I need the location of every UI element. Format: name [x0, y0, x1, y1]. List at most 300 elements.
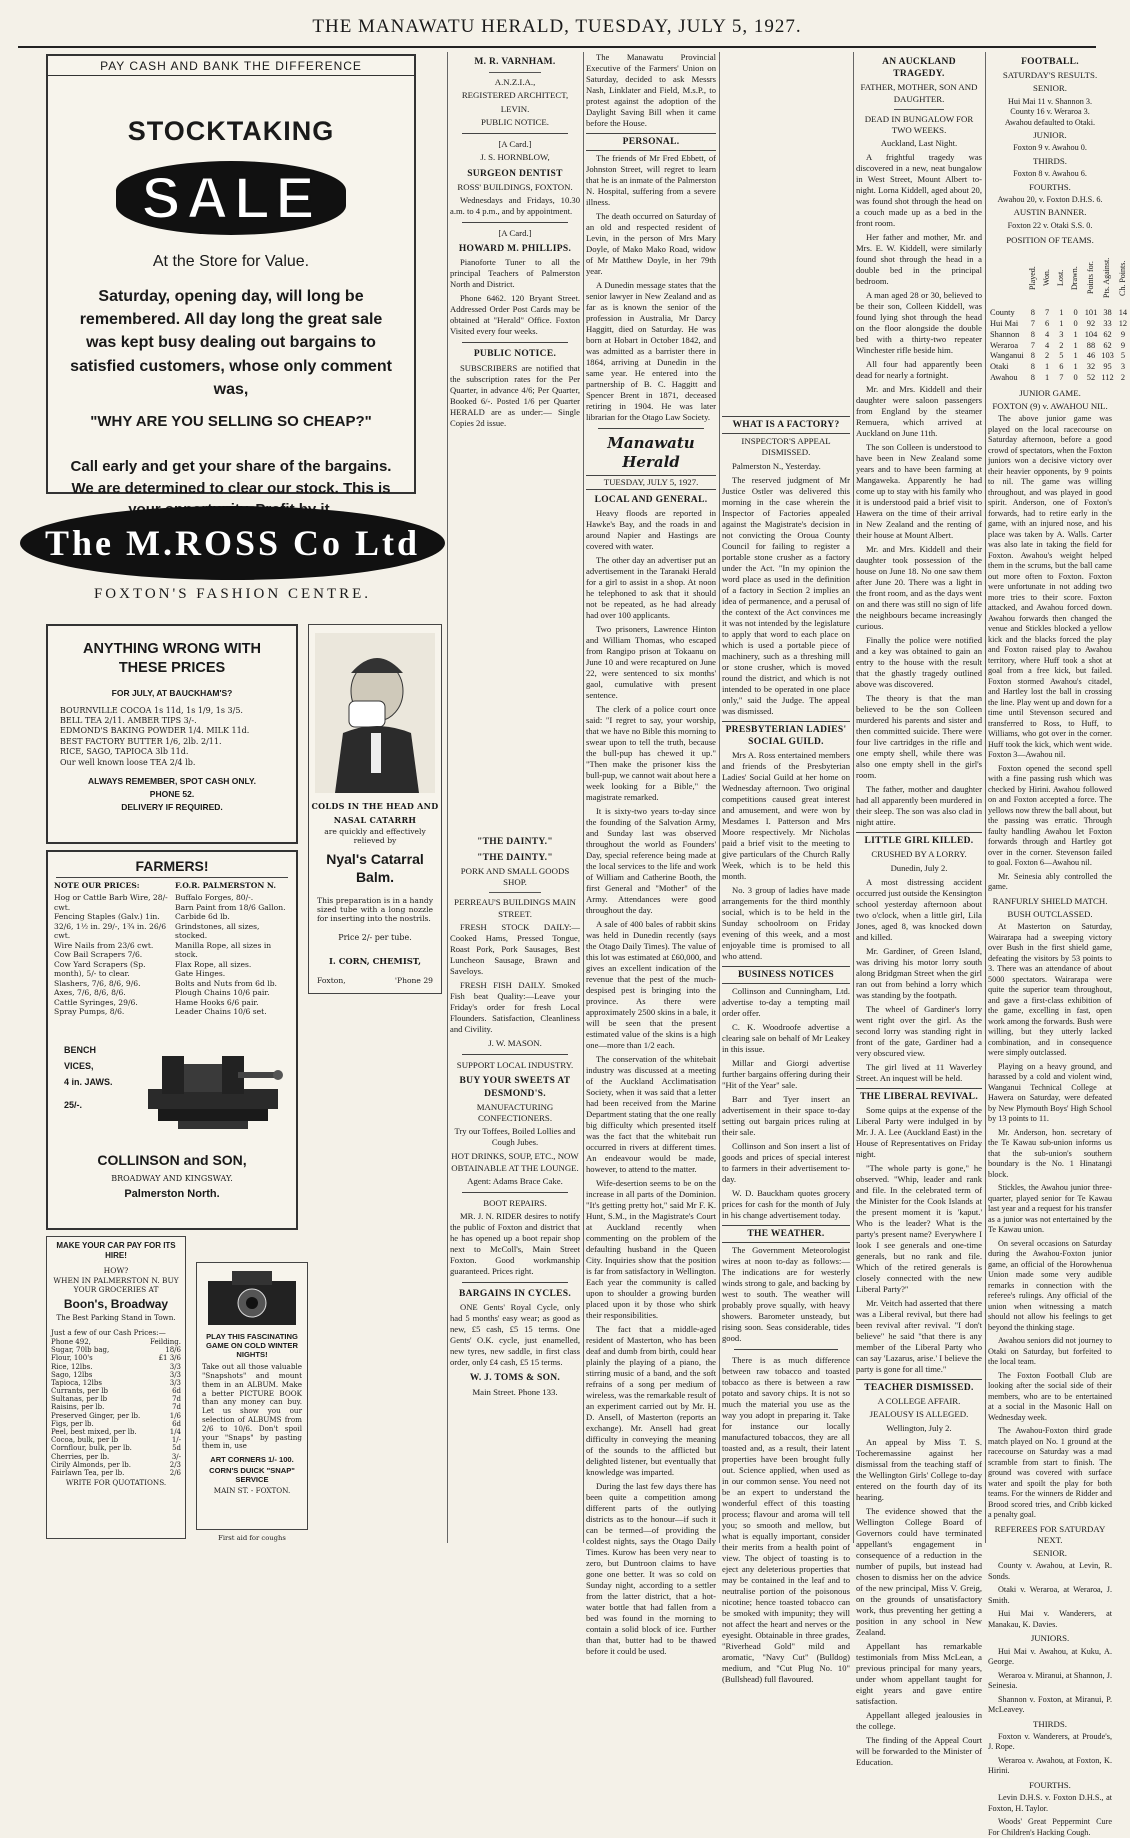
divider [489, 72, 541, 73]
price-item: Cirily Almonds, per lb. [51, 1460, 131, 1469]
toffees: Try our Toffees, Boiled Lollies and Cough Jubes. [454, 1126, 576, 1148]
senior-heading: SENIOR. [1033, 83, 1067, 94]
weather-heading: THE WEATHER. [722, 1225, 850, 1243]
boot-repairs: BOOT REPAIRS. [483, 1198, 547, 1208]
divider [462, 1282, 568, 1283]
herald-masthead: Manawatu Herald [607, 434, 695, 472]
standings-column-header: Pts. Against. [1102, 258, 1112, 299]
ranfurly-body: Awahou seniors did not journey to Otaki on Saturday, but forfeited to the local team. [988, 1336, 1112, 1367]
girl-killed-sub: CRUSHED BY A LORRY. [871, 849, 967, 860]
standings-column-header: Points for. [1085, 261, 1095, 295]
liberal-heading: THE LIBERAL REVIVAL. [856, 1088, 982, 1103]
price-row [51, 1354, 181, 1362]
team-stat: 1 [1073, 340, 1078, 350]
standings-row [988, 373, 1130, 384]
price-row [51, 1395, 181, 1403]
ref-senior-heading: SENIOR. [1033, 1548, 1067, 1559]
farmers-item: Buffalo Forges, 80/-. [175, 893, 254, 903]
team-stat: 62 [1103, 329, 1112, 339]
bench-vice-label [64, 1042, 113, 1113]
factory-heading: WHAT IS A FACTORY? [722, 416, 850, 434]
nyals-phone: 'Phone 29 [394, 976, 433, 985]
team-stat: 14 [1118, 308, 1128, 318]
farmers-left-head: NOTE OUR PRICES: [54, 881, 140, 890]
cycles-heading: BARGAINS IN CYCLES. [458, 1289, 572, 1300]
column-rule [719, 52, 720, 1543]
team-name: Hui Mai [990, 319, 1019, 329]
boons-when: WHEN IN PALMERSTON N. BUY YOUR GROCERIES AT [53, 1276, 179, 1295]
bauckham-footer: ALWAYS REMEMBER, SPOT CASH ONLY. [88, 776, 256, 787]
local-item: It is sixty-two years to-day since the founding of the Salvation Army, and Sunday last was observed throughout the world as Founders' Day, special reference being made at the local services to the life and work of William and Catherine Booth, the first General and "Mother" of the Army. Attendances were good throughout the day. [586, 805, 716, 915]
divider [462, 1054, 568, 1055]
teacher-body: The finding of the Appeal Court will be forwarded to the Minister of Education. [856, 1734, 982, 1767]
price-value: £1 3/6 [158, 1354, 181, 1363]
boons-intro: Just a few of our Cash Prices:— [51, 1327, 166, 1337]
nyals-body: This preparation is in a handy sized tube with a long nozzle for inserting into the nostrils. [317, 896, 433, 923]
referee-line: Weraroa v. Miranui, at Shannon, J. Seinesia. [988, 1670, 1112, 1691]
standings-column-header: Won. [1041, 269, 1051, 287]
spacer-top [722, 52, 850, 412]
column-rule [985, 52, 986, 1543]
farmers-item: Cow Bail Scrapers 7/6. [54, 950, 143, 960]
team-stat: 52 [1086, 372, 1096, 382]
toms-name: W. J. TOMS & SON. [469, 1373, 561, 1384]
camera-title: PLAY THIS FASCINATING GAME ON COLD WINTER NIGHTS! [206, 1332, 298, 1360]
price-item: Cornflour, bulk, per lb. [51, 1444, 132, 1453]
price-row [51, 1387, 181, 1395]
price-item: Fairlawn Tea, per lb. [51, 1468, 125, 1477]
subscription-notice: SUBSCRIBERS are notified that the subscription rates for the Per Quarter, in advance 4/6; Per Quarter, Booked 6/-. Posted 1/6 per Quarter HERALD are as under:— Single Copies 2d issue. [450, 362, 580, 428]
price-row [51, 1338, 181, 1346]
tragedy-body: Her father and mother, Mr. and Mrs. E. W. Kiddell, were similarly found shot through the head in a double bed in the principal bedroom. [856, 232, 982, 287]
spacer-masthead-area [450, 432, 580, 832]
teacher-sub2: JEALOUSY IS ALLEGED. [869, 1409, 969, 1420]
team-stat: 3 [1120, 362, 1126, 372]
nyals-line1: COLDS IN THE HEAD AND [311, 801, 439, 811]
tragedy-body: The father, mother and daughter had all apparently been murdered in their sleep. The son was also clad in night attire. [856, 784, 982, 828]
referee-line: Otaki v. Weraroa, at Weraroa, J. Smith. [988, 1585, 1112, 1605]
nyals-contact [317, 976, 433, 985]
standings-row [988, 351, 1130, 362]
girl-body: Mr. Gardiner, of Green Island, was driving his motor lorry south along Bridgman Street when the girl ran out from behind a lorry which was standing by the footpath. [856, 945, 982, 1000]
team-stat: 46 [1086, 351, 1096, 361]
mason-name: J. W. MASON. [488, 1037, 542, 1048]
divider [734, 1349, 838, 1350]
standings-body [988, 308, 1130, 383]
nyals-line2: NASAL CATARRH [333, 815, 417, 825]
column-rule [447, 52, 448, 1543]
farmers-ad [46, 850, 298, 1230]
standings-row [988, 341, 1130, 352]
team-stat: 8 [1030, 329, 1035, 339]
referee-line: Shannon v. Foxton, at Miranui, P. McLeavey. [988, 1694, 1112, 1715]
price-value: 18/6 [165, 1346, 181, 1355]
bush-heading: BUSH OUTCLASSED. [1007, 908, 1093, 919]
public-notice-heading: PUBLIC NOTICE. [473, 349, 557, 360]
team-stat: 1 [1045, 372, 1050, 382]
farmers-right-head: F.O.R. PALMERSTON N. [175, 881, 277, 890]
result-line: Awahou 20, v. Foxton D.H.S. 6. [997, 194, 1103, 204]
price-value: 5d [172, 1444, 181, 1453]
divider [489, 892, 541, 893]
hornblow-hours: Wednesdays and Fridays, 10.30 a.m. to 4 p.m., and by appointment. [450, 195, 580, 217]
woods-cure: Woods' Great Peppermint Cure For Children's Hacking Cough. [988, 1817, 1112, 1837]
hornblow-name: J. S. HORNBLOW, [480, 152, 550, 163]
local-item: Heavy floods are reported in Hawke's Bay, and the roads in and around Napier and Hastings are covered with water. [586, 507, 716, 551]
price-item: Peel, best mixed, per lb. [51, 1428, 137, 1436]
team-stat: 8 [1030, 351, 1035, 361]
farmers-item: Manilla Rope, all sizes in stock. [175, 940, 272, 960]
price-value: 6d [172, 1387, 181, 1396]
result-line: Foxton 9 v. Awahou 0. [1013, 143, 1087, 153]
farmers-item: Flax Rope, all sizes. [175, 959, 252, 969]
team-stat: 8 [1030, 362, 1035, 372]
result-line: County 16 v. Weraroa 3. [1010, 107, 1090, 117]
team-stat: 1 [1073, 351, 1078, 361]
tragedy-body: Finally the police were notified and a key was obtained to gain an entry to the house with the result that the ghastly tragedy outlined above was discovered. [856, 635, 982, 690]
team-stat: 0 [1073, 308, 1078, 318]
divider [462, 133, 568, 134]
price-row [51, 1346, 181, 1354]
camera-body: Take out all those valuable "Snapshots" and mount them in an ALBUM. Make a better PICTURE BOOK than any money can buy. Let us show you our selection of ALBUMS from 2/6 to 10/6. Don't spoil your "Snaps" by pasting them in, use [202, 1362, 302, 1451]
team-stat: 2 [1059, 340, 1064, 350]
price-row [51, 1444, 181, 1452]
presbyterian-body: No. 3 group of ladies have made arrangements for the third monthly social, which is to be held in the Sunday schoolroom on Friday evening of this week, and a most enjoyable time is promised to all who attend. [722, 884, 850, 961]
team-stat: 2 [1120, 372, 1126, 382]
teacher-body: Appellant has remarkable testimonials from Miss McLean, a previous principal for many years, under whom appellant taught for eight years and gave entire satisfaction. [856, 1640, 982, 1706]
farmers-item: Hame Hooks 6/6 pair. [175, 997, 259, 1007]
hot-drinks: HOT DRINKS, SOUP, ETC., NOW OBTAINABLE AT THE LOUNGE. [451, 1151, 579, 1173]
agent-line: Agent: Adams Brace Cake. [467, 1175, 563, 1186]
rider-notice: MR. J. N. RIDER desires to notify the public of Foxton and district that he has opened up a boot repair shop next to McColl's, Main Street Foxton. Good workmanship guaranteed. Prices right. [450, 1211, 580, 1277]
collinson-town: Palmerston North. [124, 1188, 220, 1200]
fourths-heading: FOURTHS. [1029, 181, 1071, 192]
team-stat: 95 [1103, 362, 1112, 372]
junior-game-sub: FOXTON (9) v. AWAHOU NIL. [992, 400, 1108, 411]
price-line: EDMOND'S BAKING POWDER 1/4. MILK 11d. [60, 726, 250, 736]
price-value: 6d [172, 1419, 181, 1428]
position-heading: POSITION OF TEAMS. [1006, 235, 1094, 246]
varnham-line: LEVIN. [500, 103, 530, 114]
liberal-body: Mr. Veitch had asserted that there was a Liberal revival, but there had been revival after revival. "I don't believe" he said "that there is any member of the Liberal Party who can say 'Lazarus, arise.' I believe the party is gone for all time." [856, 1297, 982, 1374]
team-stat: 7 [1059, 372, 1064, 382]
ranfurly-body: Playing on a heavy ground, and harassed by a cold and violent wind, Wanganui Technical College at Hawera on Saturday, were defeated by New Plymouth Boys' High School by 13 points to 11. [988, 1061, 1112, 1124]
banner-heading: AUSTIN BANNER. [1013, 207, 1087, 218]
standings-row [988, 330, 1130, 341]
standings-header-row [988, 248, 1130, 308]
farmers-item: Plough Chains 10/6 pair. [175, 988, 270, 998]
tragedy-body: A frightful tragedy was discovered in a new, neat bungalow in West Street, Mount Albert to-night. Lorna Kiddell, aged about 20, was found shot through the head on a couch made up as a bed in the front room. [856, 152, 982, 229]
fresh-fish: FRESH FISH DAILY. Smoked Fish beat Quality:—Leave your Friday's order for fresh Local Flounders. Satisfaction, Cleanliness and Civility. [450, 979, 580, 1034]
ranfurly-body: At Masterton on Saturday, Wairarapa had a sweeping victory over Bush in the first shield game, defeating the visitors by 53 points to 3. There was an attendance of about 5000 spectators. Wairarapa were quite the superior team throughout, and gave a first-class exhibition of the game, excelling in fast, open work among the forwards. Bush were willing, but they utterly lacked combination, and in consequence were simply outclassed. [988, 922, 1112, 1058]
result-line: Awahou defaulted to Otaki. [1004, 117, 1096, 127]
standings-row [988, 362, 1130, 373]
farmers-item: Spray Pumps, 8/6. [54, 1007, 125, 1017]
junior-game-body: The above junior game was played on the local racecourse on Saturday afternoon, before a good crowd of spectators, when the Foxton juniors won a decisive victory over their heavier opponents, by 9 points to nil. The game was willing throughout, and was played in good spirit. Anderson, one of Foxton's forwards, had to retire early in the game, with an injured nose, and his place was taken by A. Walls. Carter was also late in taking the field for Foxton. Awahou's weight helped them in the scrums, but the ball came out more often to Foxton. Foxton were unfortunate in not adding two more tries to their score. Foxton attacked, and Awahou forced down. Awahou forwards then changed the venue and Stickles blocked a yellow kick and the blacks forced the play and Foxton raised play to Awahou territory, where Huff took a shot at goal from a free kick, but failed. Foxton stormed Awahou's citadel, and Hartley lost the ball in crossing the line. Play went up and down for a time until Stevenson secured and transferred to Ross, to Huff, to Williams, who got over in the corner. Huff took the kick, which went wide. Foxton 3—Awahou nil. [988, 414, 1112, 760]
presbyterian-body: Mrs A. Ross entertained members and friends of the Presbyterian Ladies' Social Guild at her home on Wednesday afternoon. Two original competitions caused great interest and amusement, and were won by Mesdames I. Patterson and Mrs Moore respectively. Mr Nicholas paid a brief visit to the meeting to give particulars of the Church Rally Week, which is to be held this month. [722, 749, 850, 881]
liberal-body: "The whole party is gone," he observed. "Whip, leader and rank and file. In the celebrated term of the Minister for the Cook Islands at the present moment it is 'kaput.' Who is the leader? What is the party's present name? Everywhere I look I see generals and one-time generals, but no rank and file. Which of the retired generals is closely connected with the new Liberal Party?" [856, 1162, 982, 1294]
team-stat: 0 [1073, 372, 1078, 382]
price-value: 1/4 [169, 1428, 181, 1436]
result-line: Foxton 22 v. Otaki S.S. 0. [1007, 220, 1093, 230]
bauckham-price-list [60, 706, 284, 768]
team-name: County [990, 308, 1015, 318]
ross-tagline: FOXTON'S FASHION CENTRE. [93, 586, 372, 602]
tragedy-sub: FATHER, MOTHER, SON AND DAUGHTER. [860, 82, 978, 104]
column-rule [853, 52, 854, 1543]
team-stat: 32 [1086, 362, 1096, 372]
price-row [51, 1379, 181, 1387]
farmers-item: Bolts and Nuts from 6d lb. [175, 978, 277, 988]
referees-heading: REFEREES FOR SATURDAY NEXT. [994, 1523, 1106, 1545]
team-stat: 101 [1084, 308, 1098, 318]
local-item: A sale of 400 bales of rabbit skins was held in Dunedin recently (says the Otago Daily Times). The value of this lot was estimated at £60,000, and gives an excellent indication of the revenue that the pest of the much-despised pest is bringing into the province. As there were approximately 2500 skins in a bale, it will be seen that the present estimated value of the skins is a high one—more than 1/2 each. [586, 918, 716, 1050]
farmers-item: Leader Chains 10/6 set. [175, 1007, 267, 1017]
team-stat: 4 [1045, 329, 1050, 339]
card-label: [A Card.] [498, 228, 532, 239]
local-item: The other day an advertiser put an advertisement in the Taranaki Herald for a girl to assist in a shop. At noon he telephoned to ask that it should not be repeated, as he had already had over 100 applicants. [586, 554, 716, 620]
referee-line: Weraroa v. Awahou, at Foxton, K. Hirini. [988, 1755, 1112, 1776]
nyals-ad [308, 624, 442, 994]
team-name: Shannon [990, 329, 1020, 339]
team-stat: 103 [1101, 351, 1114, 361]
farmers-item: Grindstones, all sizes, stocked. [175, 921, 260, 941]
tobacco-ad: There is as much difference between raw tobacco and toasted tobacco as there is between a raw potato and savory chips. It is not so much the material you use as the way you adopt in preparing it. Take for instance our locally manufactured tobaccos, they are all toasted and, as a result, their latent properties have been brought fully out. Science applied, when used as in our common sense. You need not be an expert to understand the wonderful effect of this toasting process; flavour and aroma will tell you; so smooth and mellow, but what is equally important, consider their merits from a health point of view. The object of toasting is to eject any deleterious properties that may be contained in the leaf and to neutralise portion of the poisonous nicotine; hence toasted tobacco can be smoked with impunity; they will not affect the heart and nerves or the eyesight. Obtainable in three grades, "Riverhead Gold" mild and aromatic, "Navy Cut" (Bulldog) medium, and "Cut Plug No. 10" (Bullshead) full flavoured. [722, 1355, 850, 1685]
team-stat: 5 [1059, 351, 1064, 361]
junior-heading: JUNIOR. [1033, 130, 1067, 141]
price-value: 1/- [171, 1436, 181, 1445]
referee-line: Hui Mai v. Awahou, at Kuku, A. George. [988, 1646, 1112, 1667]
girl-dateline: Dunedin, July 2. [890, 862, 948, 873]
price-item: Cherries, per lb. [51, 1452, 110, 1461]
price-value: 3/3 [169, 1378, 181, 1387]
sale-closing: Call early and get your share of the bargains. We are determined to clear our stock. This is [70, 457, 392, 497]
ross-logo [20, 506, 445, 580]
sale-word: SALE [141, 165, 321, 231]
football-heading: FOOTBALL. [1021, 57, 1079, 67]
price-row [51, 1436, 181, 1444]
price-row [51, 1420, 181, 1428]
confectioners: MANUFACTURING CONFECTIONERS. [476, 1101, 554, 1123]
team-stat: 4 [1045, 340, 1050, 350]
price-row [51, 1428, 181, 1436]
tragedy-body: A man aged 28 or 30, believed to be their son, Colleen Kiddell, was found lying shot through the head on the floor alongside the double bed with a thirty-two repeater Winchester rifle beside him. [856, 290, 982, 356]
nyals-line3: are quickly and effectively relieved by [324, 827, 426, 845]
price-row [51, 1461, 181, 1469]
personal-heading: PERSONAL. [586, 133, 716, 151]
factory-sub: INSPECTOR'S APPEAL DISMISSED. [741, 436, 831, 458]
thirds-heading: THIRDS. [1033, 155, 1067, 166]
girl-body: The wheel of Gardiner's lorry went right over the girl. As the second lorry was standing right in front of the gate, Gardiner had a very obscured view. [856, 1003, 982, 1058]
price-item: Phone 492, [51, 1337, 91, 1346]
results-heading: SATURDAY'S RESULTS. [1002, 70, 1098, 81]
boons-footer: WRITE FOR QUOTATIONS. [65, 1478, 167, 1488]
team-stat: 2 [1045, 351, 1050, 361]
varnham-line: A.N.Z.I.A., [494, 77, 536, 88]
price-value: 7d [172, 1395, 181, 1404]
team-stat: 7 [1030, 340, 1035, 350]
price-item: Cocoa, bulk, per lb [51, 1436, 119, 1445]
price-item: Sago, 12lbs [51, 1370, 93, 1379]
ross-ad [20, 500, 445, 615]
bauckham-subtitle: FOR JULY, AT BAUCKHAM'S? [111, 687, 233, 698]
hornblow-role: SURGEON DENTIST [467, 168, 563, 179]
result-line: Hui Mai 11 v. Shannon 3. [1008, 96, 1092, 106]
price-value: 2/6 [169, 1468, 181, 1477]
vice-price: 25/-. [64, 1099, 83, 1110]
phillips-phone: Phone 6462. 120 Bryant Street. Addressed Order Post Cards may be obtained at "Herald" Office. Foxton Visited every four weeks. [450, 293, 580, 337]
divider [894, 109, 944, 110]
divider [462, 222, 568, 223]
ranfurly-body: The Awahou-Foxton third grade match played on No. 1 ground at the racecourse on Saturday was a mad scramble from start to finish. The ground was covered with surface water and spoilt the play for both teams. For the winners de Ridder and Brood scored tries, and Cribb kicked a penalty goal. [988, 1426, 1112, 1520]
price-value: Feilding. [149, 1337, 181, 1346]
price-item: Rice, 12lbs. [51, 1362, 93, 1371]
ref-thirds-heading: THIRDS. [1033, 1718, 1067, 1729]
team-stat: 88 [1086, 340, 1096, 350]
team-stat: 7 [1030, 319, 1035, 329]
card-label: [A Card.] [498, 139, 532, 150]
camera-album-ad [196, 1262, 308, 1530]
business-item: Millar and Giorgi advertise further bargains offering during their "Hit of the Year" sale. [722, 1058, 850, 1091]
team-name: Wanganui [990, 351, 1024, 361]
ref-juniors-heading: JUNIORS. [1030, 1633, 1070, 1644]
price-row [51, 1412, 181, 1420]
varnham-line: REGISTERED ARCHITECT, [461, 90, 569, 101]
fresh-stock: FRESH STOCK DAILY:—Cooked Hams, Pressed Tongue, Roast Pork, Pork Sausages, Best Luncheon Sausage, Brawn and Saveloys. [450, 921, 580, 976]
divider [56, 877, 288, 878]
team-col-header [988, 248, 1026, 308]
price-value: 3/- [171, 1452, 181, 1461]
team-stat: 1 [1073, 362, 1078, 372]
farmers-title: FARMERS! [135, 858, 209, 874]
tragedy-body: Mr. and Mrs. Kiddell and their daughter took possession of the house on June 18. No one saw them after June 20. There was a light in the front room, and as the days went on and there was still no sign of life the neighbours became increasingly curious. [856, 544, 982, 632]
price-item: Currants, per lb [51, 1387, 109, 1396]
tragedy-body: The theory is that the man believed to be the son Colleen murdered his parents and sister and then committed suicide. There were four live cartridges in the rifle and one empty shell, while there was also one empty shell in the girl's room. [856, 693, 982, 781]
business-item: Collinson and Son insert a list of goods and prices of special interest to farmers in their advertisement to-day. [722, 1141, 850, 1185]
presbyterian-heading: PRESBYTERIAN LADIES' SOCIAL GUILD. [722, 721, 850, 748]
referee-line: Hui Mai v. Wanderers, at Manakau, K. Davies. [988, 1609, 1112, 1629]
team-name: Weraroa [990, 340, 1019, 350]
collinson-address: BROADWAY AND KINGSWAY. [111, 1174, 233, 1183]
price-row [51, 1453, 181, 1461]
sale-body: Saturday, opening day, will long be remembered. All day long the great sale was kept busy dealing out bargains to satisfied customers, whose only comment was, [70, 288, 392, 398]
price-line: BOURNVILLE COCOA 1s 11d, 1s 1/9, 1s 3/5. [60, 705, 243, 715]
price-value: 3/3 [169, 1362, 181, 1371]
farmers-item: Cow Yard Scrapers (Sp. month), 5/- to clear. [54, 959, 146, 979]
divider [462, 342, 568, 343]
farmers-left-list [54, 881, 169, 1017]
herald-date: TUESDAY, JULY 5, 1927. [586, 475, 716, 490]
divider [462, 1192, 568, 1193]
business-item: Barr and Tyer insert an advertisement in their space to-day setting out bargain prices ruling at their sale. [722, 1094, 850, 1138]
ad-top-banner: PAY CASH AND BANK THE DIFFERENCE [48, 59, 414, 76]
teacher-sub: A COLLEGE AFFAIR. [877, 1396, 961, 1407]
price-item: Sultanas, per lb [51, 1395, 108, 1404]
hornblow-address: ROSS' BUILDINGS, FOXTON. [457, 181, 573, 192]
woods-cure-bottom: First aid for coughs [218, 1534, 286, 1542]
price-line: BELL TEA 2/11. AMBER TIPS 3/-. [60, 716, 197, 726]
ranfurly-body: On several occasions on Saturday during the Awahou-Foxton junior game, an official of the Horowhenua Union made some very audible remarks in connection with the referee's rulings. Any official of the union when witnessing a match should not allow his feelings to get beyond the thinking stage. [988, 1238, 1112, 1332]
team-name: Otaki [990, 362, 1009, 372]
team-stat: 6 [1059, 362, 1064, 372]
team-stat: 7 [1045, 308, 1050, 318]
sale-quote: "WHY ARE YOU SELLING SO CHEAP?" [90, 412, 372, 430]
price-value: 2/3 [169, 1460, 181, 1469]
nyals-brand: Nyal's Catarral Balm. [326, 851, 424, 885]
bauckham-title: ANYTHING WRONG WITH THESE PRICES [82, 641, 261, 676]
varnham-title: M. R. VARNHAM. [474, 57, 556, 67]
team-stat: 8 [1030, 372, 1035, 382]
bench-vice-icon [138, 1034, 288, 1134]
teacher-body: An appeal by Miss T. S. Tocheremassine against her dismissal from the teaching staff of the Wellington Girls' College to-day entered on the fourth day of its hearing. [856, 1436, 982, 1502]
ranfurly-body: Mr. Anderson, hon. secretary of the Te Kawau sub-union informs us that the sub-union's southern boundary is the No. 1 Hinatangi block. [988, 1127, 1112, 1179]
boons-head: MAKE YOUR CAR PAY FOR ITS HIRE! [56, 1241, 176, 1260]
stocktaking-sale-ad [46, 54, 416, 497]
personal-item: The friends of Mr Fred Ebbett, of Johnston Street, will regret to learn that he is an inmate of the Palmerston N. Hospital, suffering from a severe illness. [586, 153, 716, 208]
store-for-value: At the Store for Value. [152, 253, 310, 270]
column-rule [583, 52, 584, 1543]
farmers-item: Cattle Syringes, 29/6. [54, 997, 138, 1007]
referee-line: County v. Awahou, at Levin, R. Sonds. [988, 1561, 1112, 1581]
standings-column-header: Played. [1027, 266, 1037, 291]
team-stat: 12 [1118, 319, 1128, 329]
team-stat: 1 [1059, 308, 1064, 318]
local-item: The conservation of the whitebait industry was discussed at a meeting of the Auckland Acclimatisation Society, when it was said that a letter had been received from the Marine Department stating that the one really big difficulty which presented itself was the fact that the whitebait run occurred in rivers at different times. An endeavour would be made, however, to attend to the matter. [586, 1053, 716, 1174]
price-line: Our well known loose TEA 2/4 lb. [60, 757, 196, 767]
column-7 [988, 52, 1128, 1837]
team-stat: 5 [1120, 351, 1126, 361]
price-row [51, 1403, 181, 1411]
cycles-body: ONE Gents' Royal Cycle, only had 5 months' easy wear; as good as new, £5 cash, £5 15 terms. One Gents' O.K. cycle, just enamelled, new tyres, new saddle, in first class order, only £4 cash, £5 15 terms. [450, 1302, 580, 1368]
team-stat: 1 [1045, 362, 1050, 372]
ranfurly-heading: RANFURLY SHIELD MATCH. [992, 895, 1108, 906]
nyals-town: Foxton, [317, 976, 346, 985]
bauckham-ad [46, 624, 298, 844]
masthead [0, 0, 1114, 46]
price-item: Raisins, per lb. [51, 1403, 105, 1412]
standings-row [988, 319, 1130, 330]
ref-fourths-heading: FOURTHS. [1029, 1779, 1071, 1790]
team-stat: 38 [1103, 308, 1112, 318]
price-row [51, 1371, 181, 1379]
price-value: 3/3 [169, 1370, 181, 1379]
price-line: RICE, SAGO, TAPIOCA 3lb 11d. [60, 747, 189, 757]
bauckham-delivery: DELIVERY IF REQUIRED. [121, 802, 223, 813]
farmers-item: Hog or Cattle Barb Wire, 28/- cwt. [54, 893, 168, 912]
factory-dateline: Palmerston N., Yesterday. [732, 460, 821, 471]
standings-table [988, 248, 1130, 383]
team-stat: 33 [1103, 319, 1112, 329]
team-stat: 8 [1030, 308, 1035, 318]
farmers-item: Carbide 6d lb. [175, 912, 230, 922]
phillips-name: HOWARD M. PHILLIPS. [458, 244, 572, 255]
referee-line: Levin D.H.S. v. Foxton D.H.S., at Foxton, H. Taylor. [988, 1793, 1112, 1813]
local-item: During the last few days there has been quite a competition among different parts of the outlying districts as to the honour—if such it can be termed—of providing the coldest nights, says the Otago Daily Times. Kurow has been very near to zero, but Duntroon claims to have gone one better. It was so cold on Sunday night, according to a settler from the latter district, that a hot-water bottle that had fallen from a bed was found in the morning to contain a solid block of ice. Further than that, butter had to be thawed before it could be used. [586, 1480, 716, 1656]
local-item: The fact that a middle-aged resident of Masterton, who has been deaf and dumb from birth, could hear plainly the playing of a piano, the stirring music of a band, and the soft refrains of a song per medium of wireless, was the remarkable result of an experiment carried out by Mr. H. D. Ansell, of Masterton (reports an exchange). Mr. Ansell had great difficulty in conveying the meaning of the sounds to the afflicted but delighted listener, but eventually that knowledge was imparted. [586, 1323, 716, 1477]
result-line: Foxton 8 v. Awahou 6. [1013, 169, 1087, 179]
tragedy-body: All four had apparently been dead for nearly a fortnight. [856, 359, 982, 381]
sale-banner [116, 161, 346, 235]
local-general-heading: LOCAL AND GENERAL. [594, 494, 708, 505]
boons-price-list [51, 1338, 181, 1477]
tragedy-heading: AN AUCKLAND TRAGEDY. [882, 57, 956, 80]
price-row [51, 1469, 181, 1477]
price-item: Sugar, 70lb bag, [51, 1346, 110, 1355]
boons-how: HOW? [103, 1266, 129, 1276]
nyals-chemist: I. CORN, CHEMIST, [328, 956, 422, 966]
junior-game-body: Mr. Seinesia ably controlled the game. [988, 871, 1112, 892]
farmers-item: Gate Hinges. [175, 969, 226, 979]
